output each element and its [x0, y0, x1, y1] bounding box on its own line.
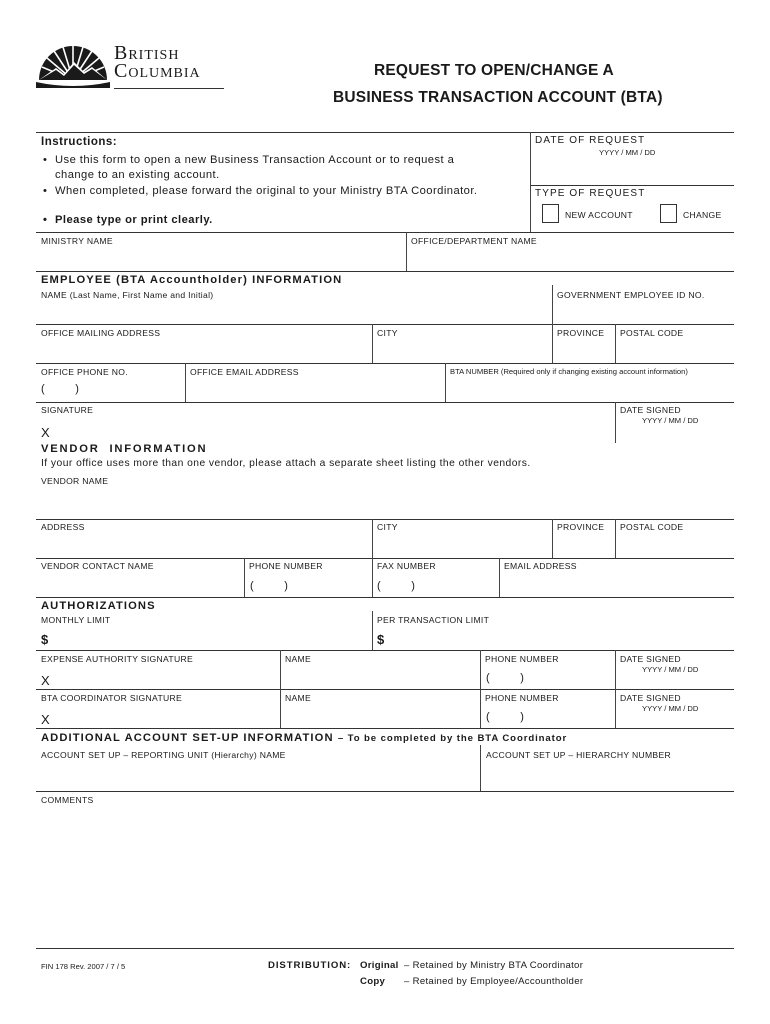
vline-hierarchy — [480, 745, 481, 791]
employee-postal-code-field[interactable] — [617, 339, 732, 361]
vline-date-signed — [615, 402, 616, 443]
additional-heading-note: – To be completed by the BTA Coordinator — [337, 733, 568, 744]
expense-name-label: NAME — [285, 654, 312, 664]
change-checkbox[interactable] — [660, 204, 677, 223]
office-department-field[interactable] — [408, 247, 732, 269]
form-title-line2: BUSINESS TRANSACTION ACCOUNT (BTA) — [333, 89, 663, 106]
instructions-heading: Instructions: — [41, 136, 118, 148]
vendor-fax-label: FAX NUMBER — [377, 561, 436, 571]
date-of-request-label: DATE OF REQUEST — [535, 135, 646, 146]
employee-signature-field[interactable] — [56, 416, 612, 441]
rule-vendor-address — [36, 519, 734, 520]
change-label: CHANGE — [683, 210, 722, 220]
vline-vpostal — [615, 519, 616, 558]
rule-comments — [36, 791, 734, 792]
vendor-contact-name-label: VENDOR CONTACT NAME — [41, 561, 154, 571]
employee-postal-code-label: POSTAL CODE — [620, 328, 684, 338]
ministry-name-field[interactable] — [38, 247, 404, 269]
coordinator-phone-field[interactable] — [482, 704, 613, 726]
vendor-email-label: EMAIL ADDRESS — [504, 561, 577, 571]
gov-employee-id-label: GOVERNMENT EMPLOYEE ID NO. — [557, 290, 705, 300]
hierarchy-number-label: ACCOUNT SET UP – HIERARCHY NUMBER — [486, 750, 671, 760]
logo-underline — [114, 88, 224, 89]
date-of-request-format: YYYY / MM / DD — [599, 148, 656, 157]
distribution-original-text: – Retained by Ministry BTA Coordinator — [404, 960, 584, 971]
vline-vphone — [244, 558, 245, 597]
employee-date-signed-label: DATE SIGNED — [620, 405, 681, 415]
per-transaction-limit-label: PER TRANSACTION LIMIT — [377, 615, 490, 625]
rule-expense — [36, 650, 734, 651]
instruction-item-3: • Please type or print clearly. — [43, 214, 213, 226]
vendor-fax-parens: ( ) — [377, 580, 415, 592]
office-mailing-address-label: OFFICE MAILING ADDRESS — [41, 328, 161, 338]
per-transaction-limit-field[interactable] — [390, 627, 732, 648]
rule-vendor-contact — [36, 558, 734, 559]
coordinator-phone-parens: ( ) — [486, 711, 524, 723]
instruction-item-2: • When completed, please forward the original to your Ministry BTA Coordinator. — [43, 185, 478, 197]
rule-employee — [36, 271, 734, 272]
distribution-copy-label: Copy — [360, 976, 386, 987]
additional-heading-text: ADDITIONAL ACCOUNT SET-UP INFORMATION — [41, 732, 334, 744]
vline-postal — [615, 324, 616, 363]
vline-vfax — [372, 558, 373, 597]
distribution-label: DISTRIBUTION: — [268, 960, 352, 971]
coordinator-date-signed-field[interactable] — [617, 713, 732, 727]
rule-bottom — [36, 948, 734, 949]
expense-authority-signature-label: EXPENSE AUTHORITY SIGNATURE — [41, 654, 193, 664]
vline-ministry — [406, 232, 407, 271]
authorizations-section-heading: AUTHORIZATIONS — [41, 600, 156, 612]
comments-field[interactable] — [38, 808, 732, 944]
vline-vemail — [499, 558, 500, 597]
vline-city — [372, 324, 373, 363]
vline-govid — [552, 285, 553, 324]
expense-name-field[interactable] — [282, 665, 478, 687]
comments-label: COMMENTS — [41, 795, 94, 805]
monthly-limit-dollar: $ — [41, 632, 49, 647]
bta-number-label: BTA NUMBER (Required only if changing existing account information) — [450, 367, 688, 376]
vendor-name-label: VENDOR NAME — [41, 476, 109, 486]
employee-signature-label: SIGNATURE — [41, 405, 94, 415]
rule-top — [36, 132, 734, 133]
vendor-fax-field[interactable] — [374, 573, 497, 595]
ministry-name-label: MINISTRY NAME — [41, 236, 113, 246]
employee-date-signed-format: YYYY / MM / DD — [642, 416, 699, 425]
coordinator-name-field[interactable] — [282, 704, 478, 726]
office-email-label: OFFICE EMAIL ADDRESS — [190, 367, 299, 377]
vendor-postal-code-label: POSTAL CODE — [620, 522, 684, 532]
office-email-field[interactable] — [187, 378, 443, 400]
employee-section-heading: EMPLOYEE (BTA Accountholder) INFORMATION — [41, 274, 343, 286]
rule-signature — [36, 402, 734, 403]
instruction-item-1: • Use this form to open a new Business Transaction Account or to request a change to an existing account. — [43, 154, 455, 182]
vline-request — [530, 132, 531, 232]
employee-province-label: PROVINCE — [557, 328, 605, 338]
vline-vprovince — [552, 519, 553, 558]
vendor-section-heading: VENDOR INFORMATION — [41, 443, 208, 455]
vline-province — [552, 324, 553, 363]
bc-logo — [36, 36, 226, 92]
rule-request-type — [530, 185, 734, 186]
vendor-name-field[interactable] — [38, 488, 732, 517]
expense-signature-mark: X — [41, 673, 50, 688]
gov-employee-id-field[interactable] — [554, 301, 732, 323]
expense-signature-field[interactable] — [56, 665, 278, 687]
vendor-address-field[interactable] — [38, 534, 370, 556]
form-id: FIN 178 Rev. 2007 / 7 / 5 — [41, 962, 126, 971]
coordinator-name-label: NAME — [285, 693, 312, 703]
office-phone-label: OFFICE PHONE NO. — [41, 367, 128, 377]
coordinator-signature-mark: X — [41, 712, 50, 727]
distribution-copy-text: – Retained by Employee/Accountholder — [404, 976, 584, 987]
employee-city-field[interactable] — [374, 339, 550, 361]
employee-date-signed-field[interactable] — [617, 425, 732, 442]
bc-sun-mountain-icon — [36, 36, 110, 88]
vline-email — [185, 363, 186, 402]
bta-coordinator-signature-label: BTA COORDINATOR SIGNATURE — [41, 693, 183, 703]
per-transaction-limit-dollar: $ — [377, 632, 385, 647]
form-title-line1: REQUEST TO OPEN/CHANGE A — [374, 62, 614, 79]
vline-auth-phone — [480, 650, 481, 728]
employee-name-label: NAME (Last Name, First Name and Initial) — [41, 290, 214, 300]
distribution-original-label: Original — [360, 960, 399, 971]
expense-date-signed-field[interactable] — [617, 674, 732, 688]
vline-auth-name — [280, 650, 281, 728]
employee-city-label: CITY — [377, 328, 398, 338]
employee-name-field[interactable] — [38, 301, 550, 323]
hierarchy-number-field[interactable] — [482, 762, 732, 789]
bta-number-field[interactable] — [447, 378, 732, 400]
monthly-limit-field[interactable] — [54, 627, 370, 648]
expense-date-signed-format: YYYY / MM / DD — [642, 665, 699, 674]
office-department-label: OFFICE/DEPARTMENT NAME — [411, 236, 537, 246]
vline-per-trans — [372, 611, 373, 650]
vendor-city-label: CITY — [377, 522, 398, 532]
vendor-phone-label: PHONE NUMBER — [249, 561, 323, 571]
type-of-request-label: TYPE OF REQUEST — [535, 188, 646, 199]
logo-text-british: British — [114, 42, 180, 64]
vendor-email-field[interactable] — [501, 573, 732, 595]
vendor-province-label: PROVINCE — [557, 522, 605, 532]
vendor-contact-name-field[interactable] — [38, 573, 242, 595]
coordinator-phone-label: PHONE NUMBER — [485, 693, 559, 703]
vendor-phone-field[interactable] — [246, 573, 370, 595]
office-phone-field[interactable] — [38, 378, 183, 400]
vendor-phone-parens: ( ) — [250, 580, 288, 592]
monthly-limit-label: MONTHLY LIMIT — [41, 615, 111, 625]
additional-section-heading — [41, 732, 567, 744]
coordinator-date-signed-label: DATE SIGNED — [620, 693, 681, 703]
new-account-checkbox[interactable] — [542, 204, 559, 223]
coordinator-signature-field[interactable] — [56, 704, 278, 726]
rule-authorizations — [36, 597, 734, 598]
logo-text-columbia: Columbia — [114, 60, 201, 82]
reporting-unit-field[interactable] — [38, 762, 478, 789]
office-phone-parens: ( ) — [41, 383, 79, 395]
reporting-unit-label: ACCOUNT SET UP – REPORTING UNIT (Hierarchy) NAME — [41, 750, 286, 760]
rule-additional — [36, 728, 734, 729]
employee-signature-mark: X — [41, 425, 50, 440]
vendor-note: If your office uses more than one vendor, please attach a separate sheet listing the other vendors. — [41, 458, 531, 469]
expense-phone-field[interactable] — [482, 665, 613, 687]
rule-coordinator — [36, 689, 734, 690]
vendor-postal-code-field[interactable] — [617, 534, 732, 556]
expense-phone-label: PHONE NUMBER — [485, 654, 559, 664]
vline-vcity — [372, 519, 373, 558]
rule-ministry — [36, 232, 734, 233]
expense-date-signed-label: DATE SIGNED — [620, 654, 681, 664]
vendor-address-label: ADDRESS — [41, 522, 85, 532]
date-of-request-field[interactable] — [532, 158, 732, 182]
office-mailing-address-field[interactable] — [38, 339, 370, 361]
new-account-label: NEW ACCOUNT — [565, 210, 633, 220]
vline-auth-date — [615, 650, 616, 728]
coordinator-date-signed-format: YYYY / MM / DD — [642, 704, 699, 713]
vendor-province-field[interactable] — [554, 534, 613, 556]
rule-phone — [36, 363, 734, 364]
rule-mailing — [36, 324, 734, 325]
employee-province-field[interactable] — [554, 339, 613, 361]
expense-phone-parens: ( ) — [486, 672, 524, 684]
vendor-city-field[interactable] — [374, 534, 550, 556]
vline-bta — [445, 363, 446, 402]
